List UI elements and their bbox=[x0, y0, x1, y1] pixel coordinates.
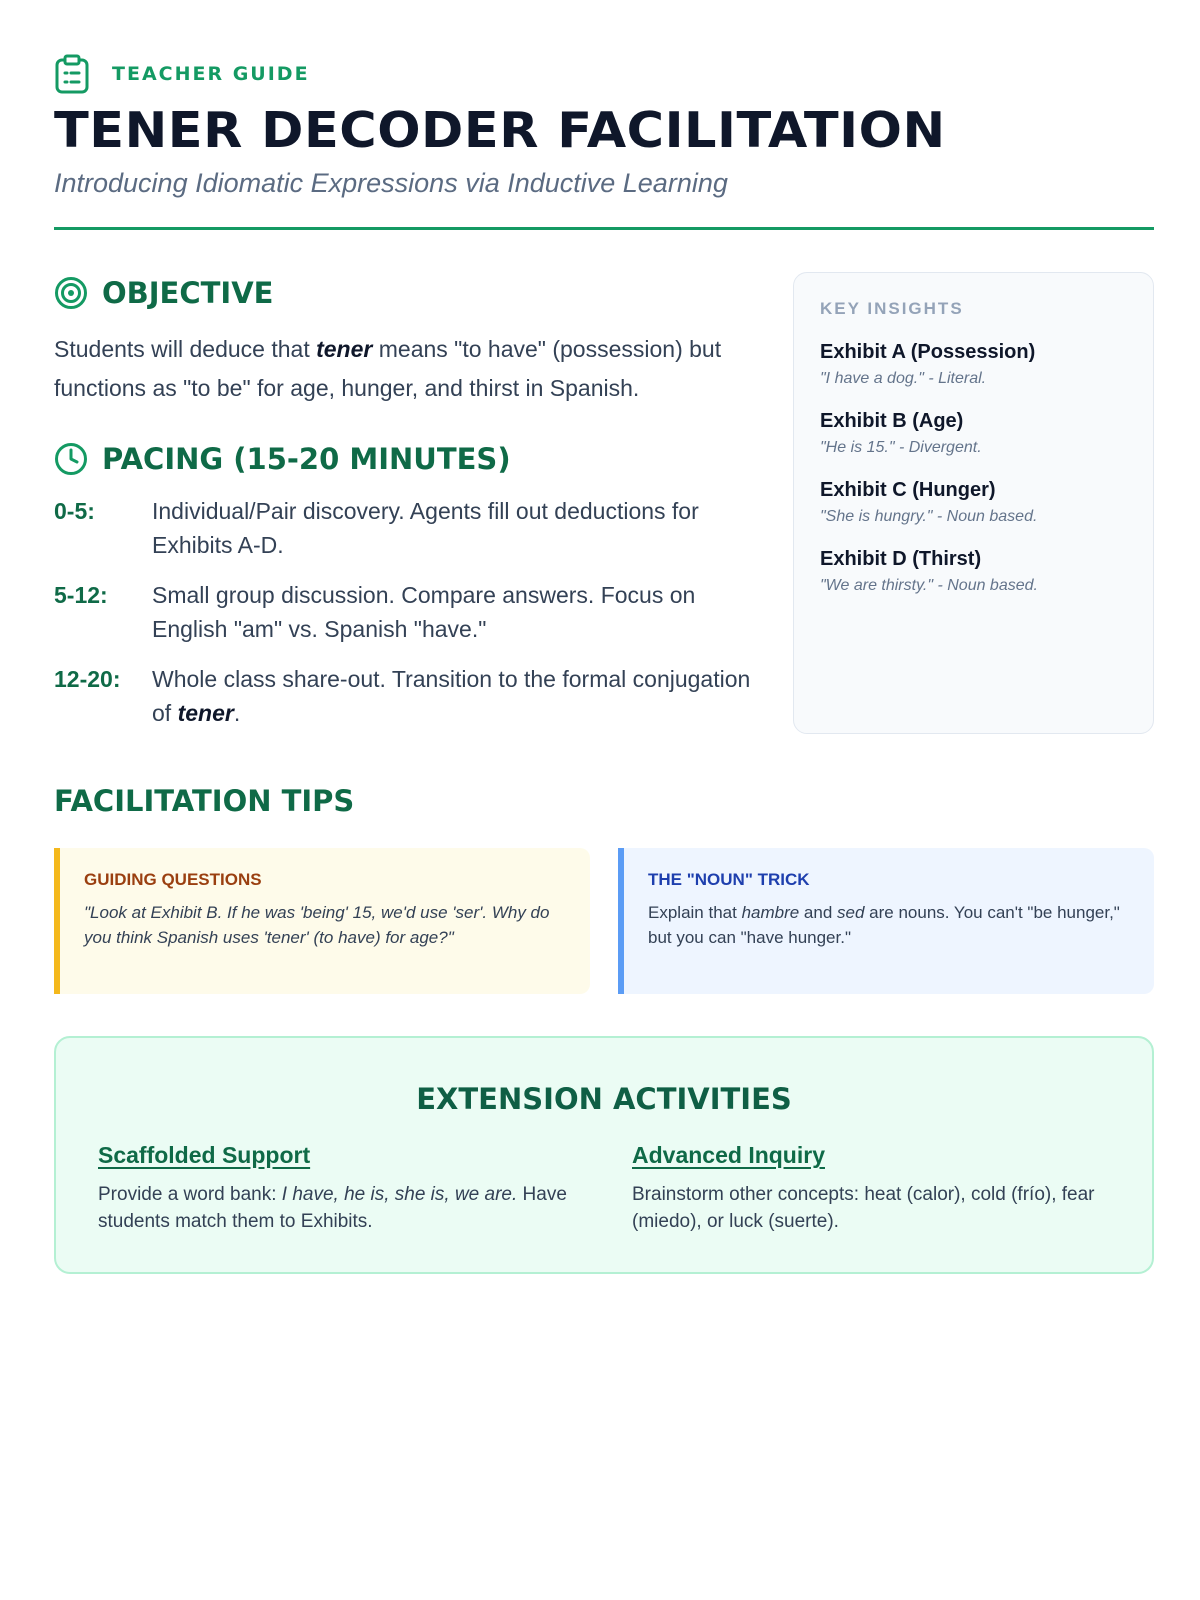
scaffolded-word-bank: I have, he is, she is, we are. bbox=[281, 1183, 518, 1205]
pacing-time: 5-12: bbox=[54, 581, 108, 608]
scaffolded-support bbox=[98, 1142, 576, 1235]
insight-item bbox=[820, 341, 1127, 388]
noun-trick-card bbox=[618, 848, 1154, 994]
pacing-text bbox=[152, 662, 764, 730]
insight-note: "She is hungry." - Noun based. bbox=[820, 507, 1038, 525]
key-insights-card bbox=[793, 272, 1154, 734]
page-title: TENER DECODER FACILITATION bbox=[54, 102, 946, 159]
insight-item bbox=[820, 479, 1127, 526]
facilitation-tips-title: FACILITATION TIPS bbox=[54, 783, 355, 818]
extension-columns bbox=[98, 1142, 1110, 1235]
pacing-time: 12-20: bbox=[54, 665, 121, 692]
insight-name: Exhibit A (Possession) bbox=[820, 340, 1036, 363]
insight-name: Exhibit C (Hunger) bbox=[820, 478, 996, 501]
objective-text bbox=[54, 330, 764, 408]
advanced-inquiry-text: Brainstorm other concepts: heat (calor), cold (frío), fear (miedo), or luck (suerte). bbox=[632, 1183, 1095, 1232]
extension-activities-card bbox=[54, 1036, 1154, 1274]
advanced-inquiry bbox=[632, 1142, 1110, 1235]
pacing-text-end: . bbox=[233, 699, 241, 726]
pacing-text: Individual/Pair discovery. Agents fill out deductions for Exhibits A-D. bbox=[152, 497, 699, 558]
scaffolded-text-start: Provide a word bank: bbox=[98, 1183, 282, 1205]
insight-name: Exhibit D (Thirst) bbox=[820, 547, 982, 570]
pacing-list bbox=[54, 494, 764, 730]
guiding-questions-text: "Look at Exhibit B. If he was 'being' 15, we'd use 'ser'. Why do you think Spanish uses 'tener' (to have) for age?" bbox=[84, 902, 550, 947]
pacing-text-start: Whole class share-out. Transition to the formal conjugation of bbox=[152, 665, 751, 726]
noun-text-1: Explain that bbox=[648, 902, 742, 922]
pacing-text: Small group discussion. Compare answers. Focus on English "am" vs. Spanish "have." bbox=[152, 581, 696, 642]
pacing-row bbox=[54, 662, 764, 730]
objective-text-end: means "to have" (possession) but functions as "to be" for age, hunger, and thirst in Spanish. bbox=[54, 335, 722, 401]
scaffolded-text-end: Have students match them to Exhibits. bbox=[98, 1183, 567, 1232]
target-icon bbox=[54, 276, 88, 310]
noun-text-2: and bbox=[799, 902, 838, 922]
insight-note: "I have a dog." - Literal. bbox=[820, 369, 987, 387]
scaffolded-support-title: Scaffolded Support bbox=[98, 1141, 311, 1168]
guiding-questions-title: GUIDING QUESTIONS bbox=[84, 869, 262, 889]
clock-icon bbox=[54, 442, 88, 476]
tips-row bbox=[54, 848, 1154, 994]
objective-text-start: Students will deduce that bbox=[54, 335, 317, 362]
insight-item bbox=[820, 548, 1127, 595]
insight-note: "We are thirsty." - Noun based. bbox=[820, 576, 1038, 594]
pacing-keyword: tener bbox=[177, 699, 234, 726]
pacing-row bbox=[54, 578, 764, 646]
insight-note: "He is 15." - Divergent. bbox=[820, 438, 982, 456]
advanced-inquiry-title: Advanced Inquiry bbox=[632, 1141, 825, 1168]
left-column bbox=[54, 230, 764, 746]
top-area bbox=[54, 230, 1154, 740]
clipboard-icon bbox=[54, 54, 90, 94]
noun-word-hambre: hambre bbox=[741, 902, 800, 922]
pacing-time: 0-5: bbox=[54, 497, 95, 524]
pacing-title: PACING (15-20 MINUTES) bbox=[102, 441, 511, 476]
extension-title: EXTENSION ACTIVITIES bbox=[416, 1081, 792, 1116]
noun-trick-title: THE "NOUN" TRICK bbox=[648, 869, 810, 889]
objective-heading bbox=[54, 276, 764, 310]
teacher-guide-page bbox=[54, 54, 1154, 1274]
scaffolded-support-text bbox=[98, 1181, 576, 1235]
noun-word-sed: sed bbox=[837, 902, 865, 922]
noun-trick-text bbox=[648, 900, 1132, 950]
noun-text-3: are nouns. You can't "be hunger," but you can "have hunger." bbox=[648, 902, 1120, 947]
insight-item bbox=[820, 410, 1127, 457]
objective-keyword: tener bbox=[316, 335, 373, 362]
insight-name: Exhibit B (Age) bbox=[820, 409, 964, 432]
page-subtitle: Introducing Idiomatic Expressions via Inductive Learning bbox=[54, 167, 728, 198]
header-eyebrow bbox=[54, 54, 1154, 94]
pacing-heading bbox=[54, 442, 764, 476]
eyebrow-label: TEACHER GUIDE bbox=[112, 63, 310, 85]
key-insights-title: KEY INSIGHTS bbox=[820, 298, 964, 318]
pacing-row bbox=[54, 494, 764, 562]
guiding-questions-card bbox=[54, 848, 590, 994]
objective-title: OBJECTIVE bbox=[102, 275, 274, 310]
